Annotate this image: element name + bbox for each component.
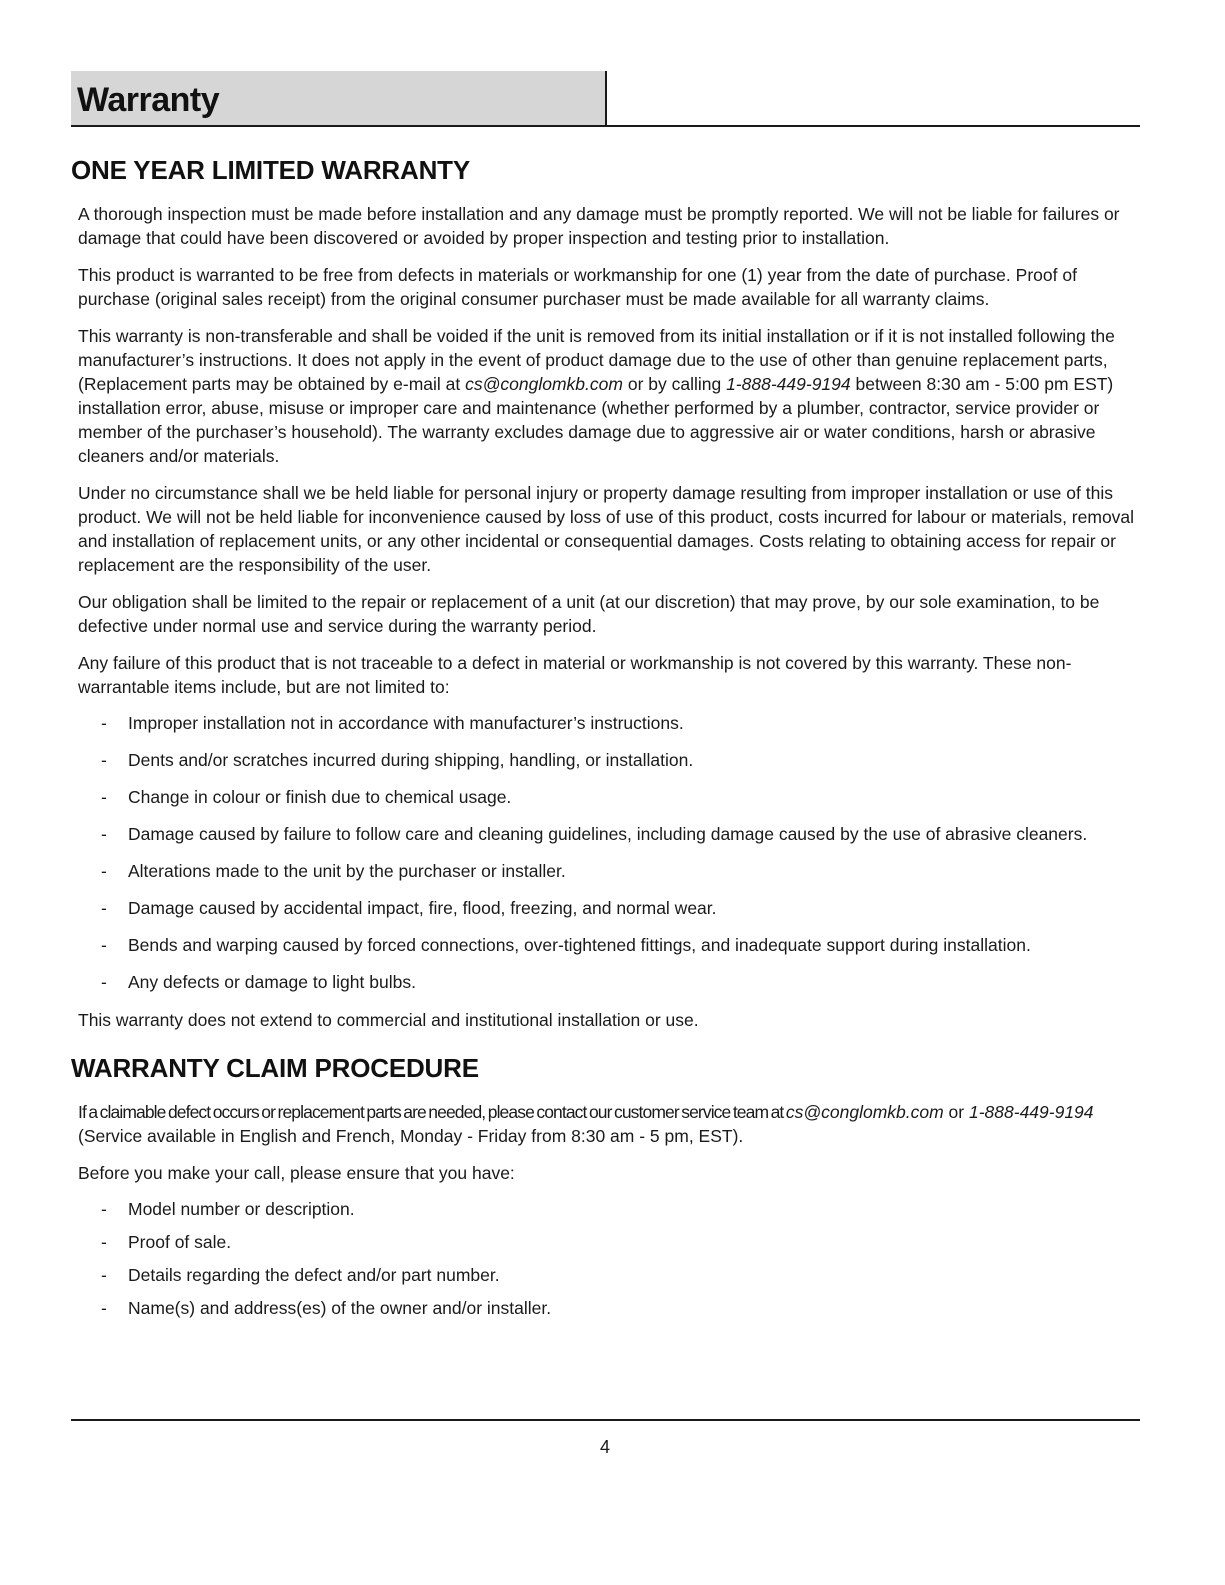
list-dash: - xyxy=(101,861,107,881)
list-item-text: Change in colour or finish due to chemical usage. xyxy=(128,787,512,807)
claim-procedure-section xyxy=(71,1050,1146,1319)
list-item-text: Damage caused by failure to follow care and cleaning guidelines, including damage caused by the use of abrasive cleaners. xyxy=(128,824,1088,844)
list-item xyxy=(71,897,1146,919)
page-title: Warranty xyxy=(77,81,220,119)
header-title-box xyxy=(71,71,607,125)
obligation-paragraph: Our obligation shall be limited to the repair or replacement of a unit (at our discretion) that may prove, by our sole examination, to be defective under normal use and service during the warranty period. xyxy=(78,592,1100,636)
list-dash: - xyxy=(101,1232,107,1252)
claim-contact-text-part-2: or xyxy=(943,1102,969,1122)
coverage-paragraph: This product is warranted to be free from defects in materials or workmanship for one (1) year from the date of purchase. Proof of purchase (original sales receipt) from the original consumer purchaser must be made available for all warranty claims. xyxy=(78,265,1077,309)
list-item-text: Any defects or damage to light bulbs. xyxy=(128,972,416,992)
list-dash: - xyxy=(101,972,107,992)
before-call-paragraph: Before you make your call, please ensure that you have: xyxy=(78,1163,515,1183)
list-item xyxy=(71,786,1146,808)
list-dash: - xyxy=(101,1298,107,1318)
list-item-text: Dents and/or scratches incurred during shipping, handling, or installation. xyxy=(128,750,694,770)
list-item xyxy=(71,1264,1146,1286)
list-item-text: Damage caused by accidental impact, fire, flood, freezing, and normal wear. xyxy=(128,898,717,918)
list-dash: - xyxy=(101,898,107,918)
list-item xyxy=(71,934,1146,956)
list-item xyxy=(71,749,1146,771)
list-item xyxy=(71,860,1146,882)
list-item xyxy=(71,712,1146,734)
non-warrantable-intro: Any failure of this product that is not traceable to a defect in material or workmanship is not covered by this warranty. These non-warrantable items include, but are not limited to: xyxy=(78,653,1072,697)
limited-warranty-heading: ONE YEAR LIMITED WARRANTY xyxy=(71,155,470,185)
claim-contact-paragraph xyxy=(78,1100,1146,1148)
list-item xyxy=(71,971,1146,993)
list-item-text: Improper installation not in accordance with manufacturer’s instructions. xyxy=(128,713,684,733)
exclusions-text-part-3: between 8:30 am - 5:00 pm EST) installation error, abuse, misuse or improper care and maintenance (whether performed by a plumber, contractor, service provider or member of the purchaser’s household). The warranty excludes damage due to aggressive air or water conditions, harsh or abrasive cleaners and/or materials. xyxy=(78,374,1114,466)
list-item-text: Bends and warping caused by forced connections, over-tightened fittings, and inadequate support during installation. xyxy=(128,935,1031,955)
claim-requirements-list xyxy=(71,1198,1146,1319)
page-header xyxy=(71,71,1140,127)
list-dash: - xyxy=(101,713,107,733)
page-number: 4 xyxy=(599,1437,610,1457)
warranty-content xyxy=(71,152,1146,1331)
contact-email-link[interactable]: cs@conglomkb.com xyxy=(465,374,623,394)
list-item xyxy=(71,1231,1146,1253)
claim-phone-link[interactable]: 1-888-449-9194 xyxy=(968,1102,1094,1122)
list-item-text: Proof of sale. xyxy=(128,1232,232,1252)
contact-phone-link[interactable]: 1-888-449-9194 xyxy=(726,374,851,394)
claim-contact-text-part-1: If a claimable defect occurs or replacement parts are needed, please contact our customer service team at xyxy=(78,1102,786,1122)
list-dash: - xyxy=(101,787,107,807)
limited-warranty-section xyxy=(71,152,1146,1032)
liability-paragraph: Under no circumstance shall we be held liable for personal injury or property damage resulting from improper installation or use of this product. We will not be held liable for inconvenience caused by loss of use of this product, costs incurred for labour or materials, removal and installation of replacement units, or any other incidental or consequential damages. Costs relating to obtaining access for repair or replacement are the responsibility of the user. xyxy=(78,483,1135,575)
list-item xyxy=(71,1198,1146,1220)
list-item-text: Model number or description. xyxy=(128,1199,355,1219)
footer-divider xyxy=(71,1419,1140,1421)
claim-contact-text-part-3: (Service available in English and French, Monday - Friday from 8:30 am - 5 pm, EST). xyxy=(78,1126,744,1146)
commercial-use-paragraph: This warranty does not extend to commercial and institutional installation or use. xyxy=(78,1010,699,1030)
list-item-text: Details regarding the defect and/or part number. xyxy=(128,1265,500,1285)
list-dash: - xyxy=(101,1265,107,1285)
list-item xyxy=(71,823,1146,845)
list-dash: - xyxy=(101,1199,107,1219)
exclusions-text-part-1: This warranty is non-transferable and shall be voided if the unit is removed from its initial installation or if it is not installed following the manufacturer’s instructions. It does not apply in the event of product damage due to the use of other than genuine replacement parts, (Replacement parts may be obtained by e-mail at xyxy=(78,326,1115,394)
list-dash: - xyxy=(101,935,107,955)
exclusions-text-part-2: or by calling xyxy=(622,374,727,394)
list-item-text: Name(s) and address(es) of the owner and/or installer. xyxy=(128,1298,552,1318)
non-warrantable-list xyxy=(71,712,1146,993)
inspection-paragraph: A thorough inspection must be made before installation and any damage must be promptly reported. We will not be liable for failures or damage that could have been discovered or avoided by proper inspection and testing prior to installation. xyxy=(78,204,1120,248)
claim-email-link[interactable]: cs@conglomkb.com xyxy=(785,1102,944,1122)
exclusions-paragraph xyxy=(78,324,1146,468)
claim-procedure-heading: WARRANTY CLAIM PROCEDURE xyxy=(71,1053,479,1083)
list-item-text: Alterations made to the unit by the purchaser or installer. xyxy=(128,861,566,881)
list-dash: - xyxy=(101,750,107,770)
list-dash: - xyxy=(101,824,107,844)
list-item xyxy=(71,1297,1146,1319)
